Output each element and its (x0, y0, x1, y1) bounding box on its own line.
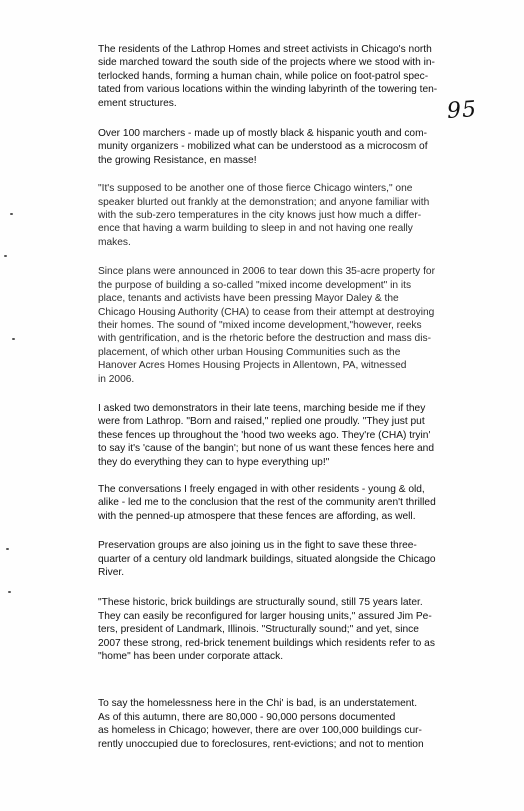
text-line: with the sub-zero temperatures in the city knows just how much a differ- (98, 210, 422, 222)
text-line: side marched toward the south side of the projects where we stood with in- (98, 57, 435, 69)
text-line: The conversations I freely engaged in with other residents - young & old, (98, 483, 425, 495)
text-line: Over 100 marchers - made up of mostly black & hispanic youth and com- (98, 128, 427, 140)
paragraph-8 (98, 596, 496, 663)
paragraph-9 (98, 697, 496, 751)
text-line: Preservation groups are also joining us in the fight to save these three- (98, 540, 417, 552)
text-line: munity organizers - mobilized what can be understood as a microcosm of (98, 141, 428, 153)
text-line: River. (98, 567, 125, 578)
text-line: were from Lathrop. "Born and raised," replied one proudly. "They just put (98, 416, 425, 428)
handwritten-page-number: 95 (446, 96, 478, 125)
scan-speck (6, 548, 9, 550)
scan-speck (4, 255, 7, 257)
text-line: quarter of a century old landmark buildings, situated alongside the Chicago (98, 553, 436, 565)
text-line: terlocked hands, forming a human chain, while police on foot-patrol spec- (98, 70, 429, 82)
text-line: the purpose of building a so-called "mixed income development" in its (98, 279, 412, 291)
text-line: 2007 these strong, red-brick tenement buildings which residents refer to as (98, 637, 435, 649)
scan-speck (8, 591, 11, 593)
text-line: ement structures. (98, 97, 177, 109)
text-line: "It's supposed to be another one of those fierce Chicago winters," one (98, 183, 413, 195)
text-line: alike - led me to the conclusion that the rest of the community aren't thrilled (98, 497, 436, 509)
text-line: "These historic, brick buildings are structurally sound, still 75 years later. (98, 597, 423, 609)
text-line: with gentrification, and is the rhetoric before the destruction and mass dis- (98, 333, 431, 345)
text-line: Since plans were announced in 2006 to tear down this 35-acre property for (98, 266, 435, 278)
text-line: with the penned-up atmospere that these fences are affording, as well. (98, 510, 416, 522)
text-line: their homes. The sound of "mixed income development,"however, reeks (98, 319, 422, 331)
text-line: tated from various locations within the winding labyrinth of the towering ten- (98, 84, 438, 96)
paragraph-2 (98, 127, 496, 167)
scan-speck (12, 338, 15, 340)
article-body (98, 43, 496, 751)
text-line: place, tenants and activists have been pressing Mayor Daley & the (98, 293, 399, 305)
paragraph-5 (98, 402, 496, 469)
text-line: They can easily be reconfigured for larger housing units," assured Jim Pe- (98, 610, 432, 622)
text-line: speaker blurted out frankly at the demonstration; and anyone familiar with (98, 196, 430, 208)
paragraph-4 (98, 265, 496, 386)
text-line: To say the homelessness here in the Chi' is bad, is an understatement. (98, 698, 418, 710)
text-line: as homeless in Chicago; however, there are over 100,000 buildings cur- (98, 725, 422, 737)
text-line: in 2006. (98, 373, 135, 385)
text-line: I asked two demonstrators in their late teens, marching beside me if they (98, 402, 426, 414)
text-line: to say it's 'cause of the bangin'; but none of us want these fences here and (98, 443, 435, 455)
scan-speck (10, 213, 13, 215)
text-line: makes. (98, 236, 131, 248)
text-line: these fences up throughout the 'hood two weeks ago. They're (CHA) tryin' (98, 429, 431, 441)
paragraph-7 (98, 539, 496, 579)
text-line: "home" has been under corporate attack. (98, 651, 284, 663)
text-line: As of this autumn, there are 80,000 - 90,000 persons documented (98, 711, 396, 723)
text-line: placement, of which other urban Housing Communities such as the (98, 346, 401, 358)
paragraph-6 (98, 483, 496, 523)
paragraph-3 (98, 182, 496, 249)
text-line: Hanover Acres Homes Housing Projects in Allentown, PA, witnessed (98, 360, 407, 372)
text-line: they do everything they can to hype everything up!" (98, 456, 330, 468)
text-line: ters, president of Landmark, Illinois. "Structurally sound;" and yet, since (98, 624, 419, 636)
text-line: rently unoccupied due to foreclosures, rent-evictions; and not to mention (98, 738, 424, 750)
text-line: the growing Resistance, en masse! (98, 154, 257, 166)
text-line: The residents of the Lathrop Homes and street activists in Chicago's north (98, 44, 432, 55)
text-line: Chicago Housing Authority (CHA) to cease from their attempt at destroying (98, 306, 435, 318)
text-line: ence that having a warm building to sleep in and not having one really (98, 223, 413, 235)
paragraph-1 (98, 43, 496, 110)
